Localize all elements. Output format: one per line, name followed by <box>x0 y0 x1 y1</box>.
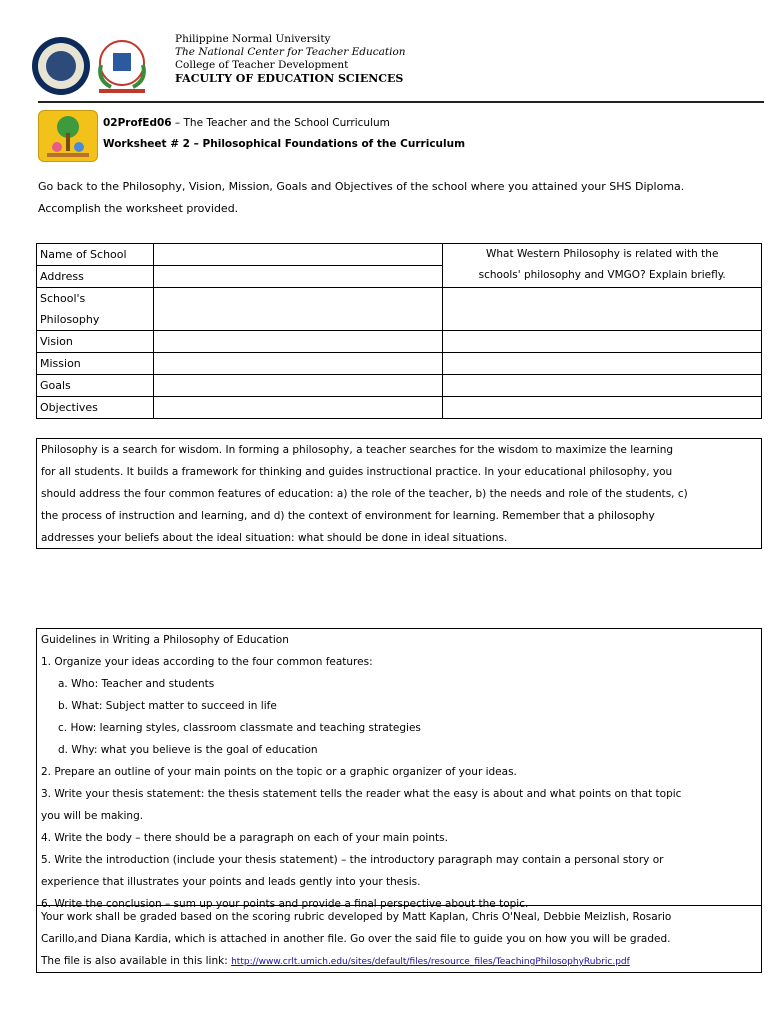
grading-line: Carillo,and Diana Kardia, which is attached in another file. Go over the said file to guide you on how you will be graded. <box>41 933 671 945</box>
explanation-cell[interactable] <box>443 353 762 375</box>
guideline-item: 1. Organize your ideas according to the four common features: <box>41 656 373 668</box>
explanation-cell[interactable] <box>443 375 762 397</box>
philosophy-line: addresses your beliefs about the ideal situation: what should be done in ideal situations. <box>41 532 508 544</box>
grading-line: The file is also available in this link: http://www.crlt.umich.edu/sites/default/files/resource_files/TeachingPhilosophyRubric.pdf <box>41 955 630 967</box>
philosophy-line: Philosophy is a search for wisdom. In forming a philosophy, a teacher searches for the wisdom to maximize the learning <box>41 444 674 456</box>
explanation-cell[interactable] <box>443 331 762 353</box>
header-divider <box>38 101 764 103</box>
answer-cell[interactable] <box>153 331 443 353</box>
answer-cell[interactable] <box>153 397 443 419</box>
row-label: Vision <box>37 331 154 353</box>
guideline-item: experience that illustrates your points and leads gently into your thesis. <box>41 876 421 888</box>
guideline-item: 5. Write the introduction (include your thesis statement) – the introductory paragraph may contain a personal story or <box>41 854 664 866</box>
faculty-name: FACULTY OF EDUCATION SCIENCES <box>175 72 404 85</box>
row-label: Goals <box>37 375 154 397</box>
explanation-cell[interactable] <box>443 288 762 331</box>
college-name: College of Teacher Development <box>175 59 349 71</box>
guideline-item: you will be making. <box>41 810 144 822</box>
answer-cell[interactable] <box>153 353 443 375</box>
row-label: School's Philosophy <box>37 288 154 331</box>
philosophy-line: the process of instruction and learning, and d) the context of environment for learning. Remember that a philosophy <box>41 510 655 522</box>
instructions-line-1: Go back to the Philosophy, Vision, Mission, Goals and Objectives of the school where you attained your SHS Diploma. <box>38 180 685 193</box>
guidelines-box <box>36 628 762 910</box>
guideline-subitem: c. How: learning styles, classroom classmate and teaching strategies <box>58 722 421 734</box>
row-label: Name of School <box>37 244 154 266</box>
university-name: Philippine Normal University <box>175 33 331 45</box>
guideline-subitem: a. Who: Teacher and students <box>58 678 215 690</box>
rubric-link[interactable]: http://www.crlt.umich.edu/sites/default/files/resource_files/TeachingPhilosophyRubric.pdf <box>231 957 630 967</box>
pnu-seal-logo <box>32 37 90 95</box>
explanation-cell[interactable] <box>443 397 762 419</box>
philosophy-description-box <box>36 438 762 549</box>
answer-cell[interactable] <box>153 375 443 397</box>
row-label: Mission <box>37 353 154 375</box>
guideline-subitem: b. What: Subject matter to succeed in life <box>58 700 277 712</box>
philosophy-line: should address the four common features of education: a) the role of the teacher, b) the needs and role of the students, c) <box>41 488 688 500</box>
answer-cell[interactable] <box>153 288 443 331</box>
guideline-item: 4. Write the body – there should be a paragraph on each of your main points. <box>41 832 448 844</box>
course-title: 02ProfEd06 – The Teacher and the School Curriculum <box>103 117 390 129</box>
university-tagline: The National Center for Teacher Education <box>175 46 406 58</box>
question-header: What Western Philosophy is related with the schools' philosophy and VMGO? Explain briefly. <box>443 244 762 288</box>
guideline-subitem: d. Why: what you believe is the goal of education <box>58 744 318 756</box>
answer-cell[interactable] <box>153 266 443 288</box>
row-label: Objectives <box>37 397 154 419</box>
guideline-item: 6. Write the conclusion – sum up your points and provide a final perspective about the topic. <box>41 898 529 910</box>
philosophy-line: for all students. It builds a framework for thinking and guides instructional practice. In your educational philosophy, you <box>41 466 673 478</box>
worksheet-title: Worksheet # 2 – Philosophical Foundations of the Curriculum <box>103 138 466 150</box>
course-code: 02ProfEd06 <box>103 117 172 129</box>
vmgo-table <box>36 243 762 419</box>
instructions-line-2: Accomplish the worksheet provided. <box>38 202 239 215</box>
answer-cell[interactable] <box>153 244 443 266</box>
guidelines-title: Guidelines in Writing a Philosophy of Education <box>41 634 289 646</box>
college-seal-logo <box>91 35 153 97</box>
grading-box <box>36 905 762 973</box>
guideline-item: 3. Write your thesis statement: the thesis statement tells the reader what the easy is about and what points on that topic <box>41 788 682 800</box>
grading-line: Your work shall be graded based on the scoring rubric developed by Matt Kaplan, Chris O'Neal, Debbie Meizlish, Rosario <box>41 911 672 923</box>
guideline-item: 2. Prepare an outline of your main points on the topic or a graphic organizer of your ideas. <box>41 766 517 778</box>
row-label: Address <box>37 266 154 288</box>
course-illustration-icon <box>38 110 98 162</box>
